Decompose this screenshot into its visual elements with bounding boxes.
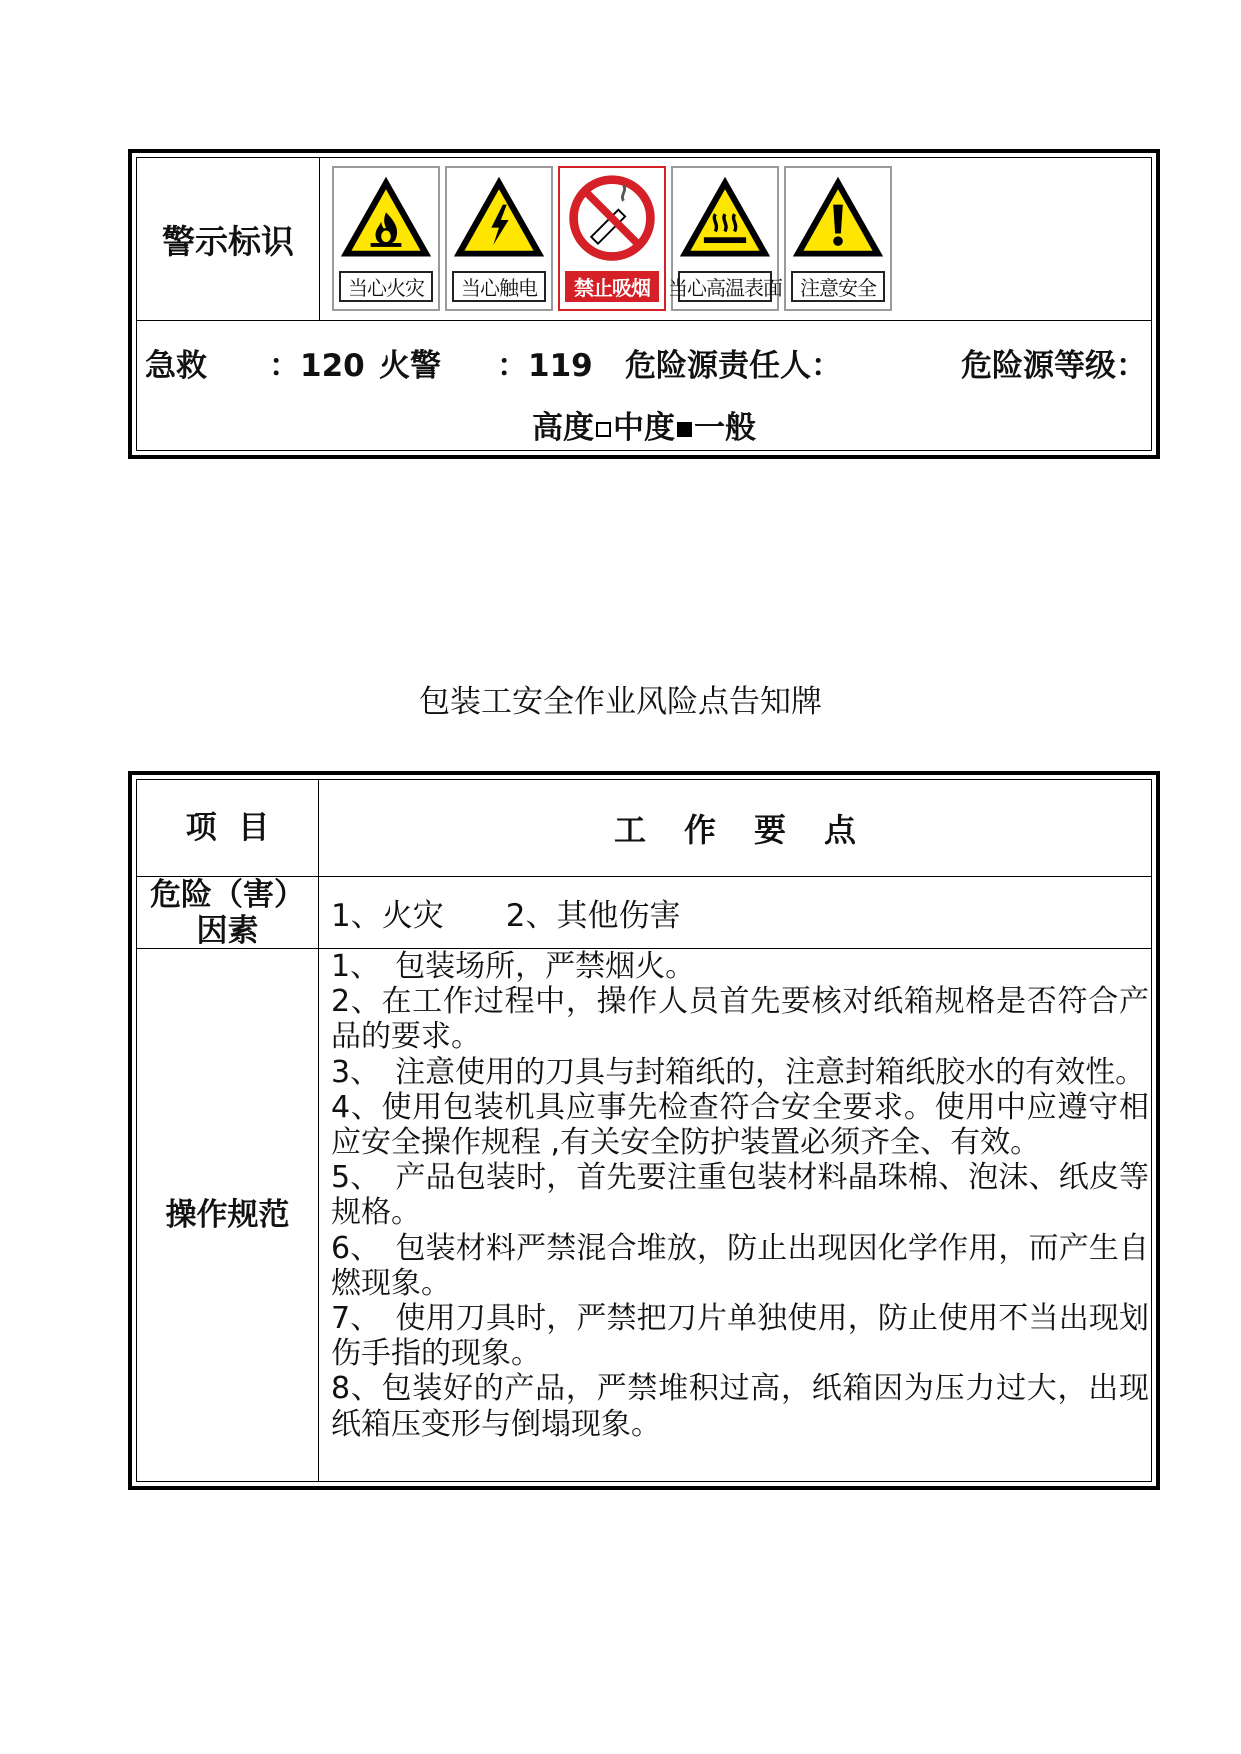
list-item: 8、包装好的产品，严禁堆积过高，纸箱因为压力过大，出现纸箱压变形与倒塌现象。 bbox=[331, 1371, 1149, 1442]
warning-sign-list bbox=[332, 166, 892, 311]
list-item: 3、 注意使用的刀具与封箱纸的，注意封箱纸胶水的有效性。 bbox=[331, 1054, 1146, 1090]
item-column-header: 项 目 bbox=[137, 780, 319, 877]
general-warning-icon bbox=[790, 172, 886, 268]
list-item: 7、 使用刀具时，严禁把刀片单独使用，防止使用不当出现划伤手指的现象。 bbox=[331, 1301, 1149, 1372]
sign-caption: 注意安全 bbox=[791, 271, 885, 302]
operation-rules-list bbox=[319, 949, 1151, 1481]
hazard-level-options bbox=[137, 402, 1151, 447]
sign-caption: 当心高温表面 bbox=[678, 271, 772, 302]
operation-rules-label: 操作规范 bbox=[137, 949, 319, 1481]
level-high-label: 高度 bbox=[532, 410, 594, 446]
warning-sign-table bbox=[128, 149, 1160, 459]
sign-caption: 当心火灾 bbox=[339, 271, 433, 302]
hazard-factors-value: 1、火灾 2、其他伤害 bbox=[319, 877, 1151, 949]
responsible-person-label: 危险源责任人： bbox=[625, 348, 842, 384]
sign-no-smoking bbox=[558, 166, 666, 311]
sign-hot-surface-warning bbox=[668, 166, 782, 311]
fire-number: ：119 bbox=[497, 348, 593, 384]
sign-fire-warning bbox=[332, 166, 440, 311]
list-item: 2、在工作过程中，操作人员首先要核对纸箱规格是否符合产品的要求。 bbox=[331, 984, 1149, 1055]
list-item: 1、 包装场所，严禁烟火。 bbox=[331, 949, 696, 984]
emergency-info-row bbox=[137, 320, 1151, 450]
level-mid-checkbox bbox=[677, 422, 692, 437]
fire-warning-icon bbox=[338, 172, 434, 268]
level-high-checkbox bbox=[596, 422, 611, 437]
emergency-number: ：120 bbox=[269, 348, 365, 384]
level-general-label: 一般 bbox=[694, 410, 756, 446]
warning-sign-label: 警示标识 bbox=[137, 158, 320, 320]
page-title: 包装工安全作业风险点告知牌 bbox=[419, 684, 822, 720]
sign-caption: 禁止吸烟 bbox=[565, 271, 659, 302]
hazard-factors-label: 危险（害）因素 bbox=[137, 877, 319, 949]
sign-electric-shock-warning bbox=[445, 166, 553, 311]
operation-rules-table bbox=[128, 771, 1160, 1490]
list-item: 6、 包装材料严禁混合堆放，防止出现因化学作用，而产生自燃现象。 bbox=[331, 1230, 1149, 1301]
warning-sign-row bbox=[137, 158, 1151, 321]
fire-label: 火警 bbox=[379, 348, 441, 384]
electric-shock-warning-icon bbox=[451, 172, 547, 268]
emergency-label: 急救 bbox=[145, 348, 207, 384]
list-item: 4、使用包装机具应事先检查符合安全要求。使用中应遵守相应安全操作规程 ,有关安全防护装置必须齐全、有效。 bbox=[331, 1089, 1149, 1161]
sign-caption: 当心触电 bbox=[452, 271, 546, 302]
list-item: 5、 产品包装时，首先要注重包装材料晶珠棉、泡沫、纸皮等规格。 bbox=[331, 1160, 1149, 1231]
work-points-column-header: 工作要点 bbox=[319, 780, 1151, 877]
no-smoking-icon bbox=[564, 172, 660, 268]
hazard-level-label: 危险源等级： bbox=[961, 348, 1147, 384]
hot-surface-warning-icon bbox=[677, 172, 773, 268]
sign-general-warning bbox=[784, 166, 892, 311]
level-mid-label: 中度 bbox=[613, 410, 675, 446]
